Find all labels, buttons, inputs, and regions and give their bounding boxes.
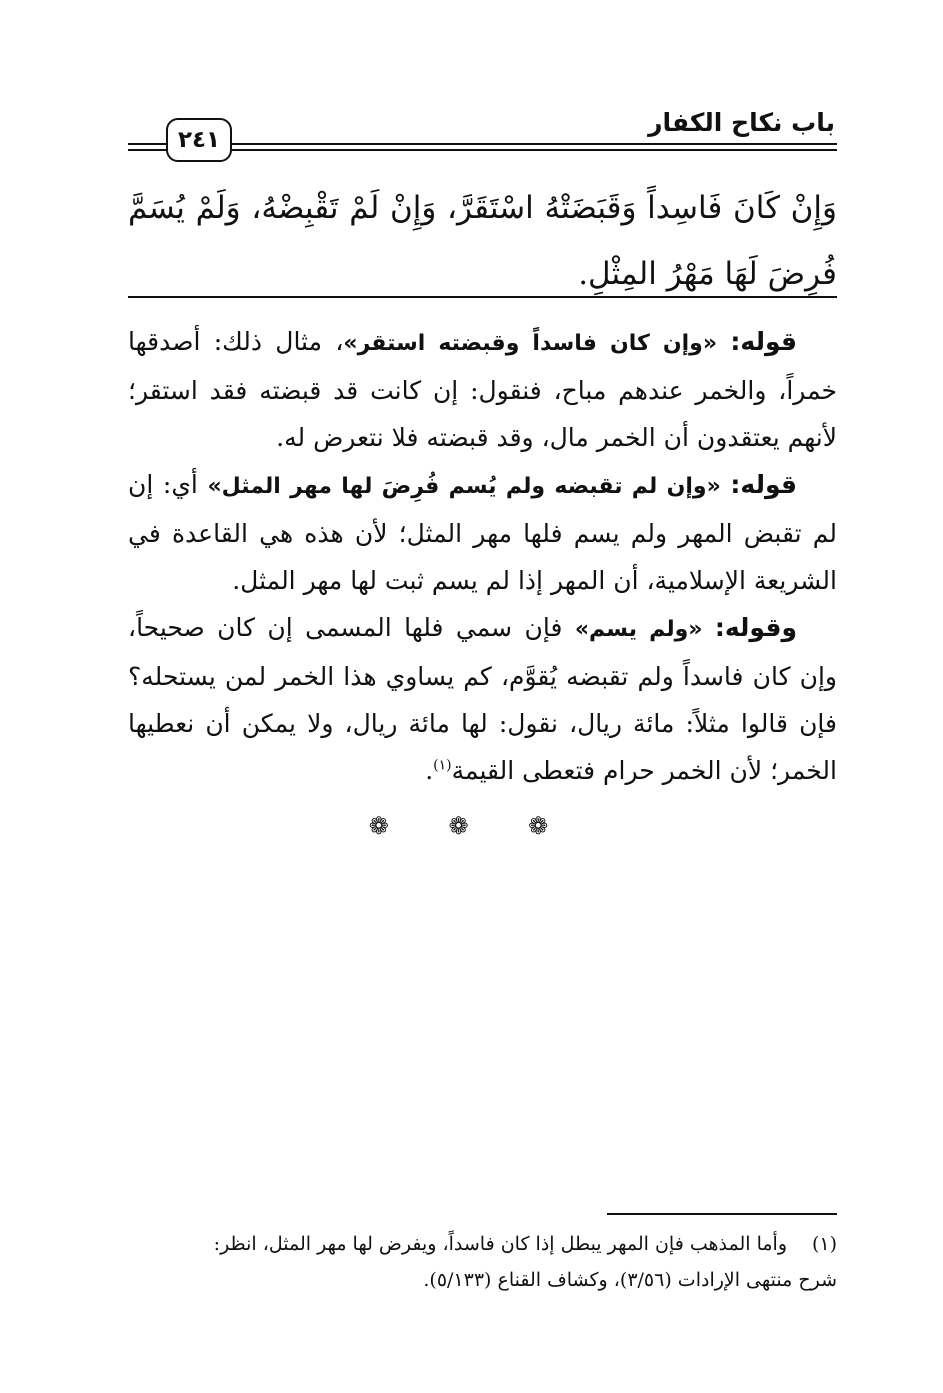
footnote — [128, 1226, 837, 1298]
commentary-paragraph-3 — [128, 604, 837, 794]
paragraph-text: فإن سمي فلها المسمى إن كان صحيحاً، وإن كان فاسداً ولم تقبضه يُقوَّم، كم يساوي هذا الخمر لمن يستحله؟ فإن قالوا مثلاً: مائة ريال، نقول: لها مائة ريال، ولا يمكن أن نعطيها الخمر؛ لأن الخمر حرام فتعطى القيمة — [128, 613, 837, 785]
footnote-text-2: شرح منتهى الإرادات (٣/٥٦)، وكشاف القناع (٥/١٣٣). — [423, 1269, 837, 1291]
section-separator: ❁ ❁ ❁ — [368, 812, 575, 840]
matn-quote: «ولم يسم» — [574, 617, 703, 642]
paragraph-text: ، مثال ذلك: أصدقها خمراً، والخمر عندهم مباح، فنقول: إن كانت قد قبضته فقد استقر؛ لأنهم يعتقدون أن الخمر مال، وقد قبضته فلا نتعرض له. — [128, 327, 837, 452]
commentary — [128, 318, 837, 794]
header-rule-long-bottom — [232, 149, 837, 151]
footnote-line-2 — [128, 1262, 837, 1298]
header-rule-short-top — [128, 143, 166, 145]
matn-quote: «وإن لم تقبضه ولم يُسم فُرِضَ لها مهر المثل» — [207, 474, 721, 499]
paragraph-tail: . — [425, 756, 434, 785]
paragraph-lead: قوله: — [730, 327, 797, 356]
paragraph-lead: قوله: — [730, 470, 797, 499]
footnote-reference: (١) — [433, 757, 452, 774]
commentary-paragraph-2 — [128, 461, 837, 604]
paragraph-text: أي: إن لم تقبض المهر ولم يسم فلها مهر المثل؛ لأن هذه هي القاعدة في الشريعة الإسلامية، أن المهر إذا لم يسم ثبت لها مهر المثل. — [128, 470, 837, 595]
footnote-text-1: وأما المذهب فإن المهر يبطل إذا كان فاسداً، ويفرض لها مهر المثل، انظر: — [213, 1233, 787, 1255]
footnote-number: (١) — [811, 1233, 837, 1255]
matn-divider — [128, 296, 837, 298]
page-number: ٢٤١ — [166, 118, 232, 162]
matn-quote: «وإن كان فاسداً وقبضته استقر» — [343, 331, 718, 356]
running-title: باب نكاح الكفار — [648, 108, 835, 137]
header-rule-short-bottom — [128, 149, 166, 151]
paragraph-lead: وقوله: — [714, 613, 798, 642]
commentary-paragraph-1 — [128, 318, 837, 461]
matn-text: وَإِنْ كَانَ فَاسِداً وَقَبَضَتْهُ اسْتَقَرَّ، وَإِنْ لَمْ تَقْبِضْهُ، وَلَمْ يُسَمَّ فُرِضَ لَهَا مَهْرُ المِثْلِ. — [128, 190, 837, 292]
header-rule-long-top — [232, 143, 837, 145]
footnote-rule — [607, 1213, 837, 1215]
footnote-line-1 — [128, 1226, 837, 1262]
